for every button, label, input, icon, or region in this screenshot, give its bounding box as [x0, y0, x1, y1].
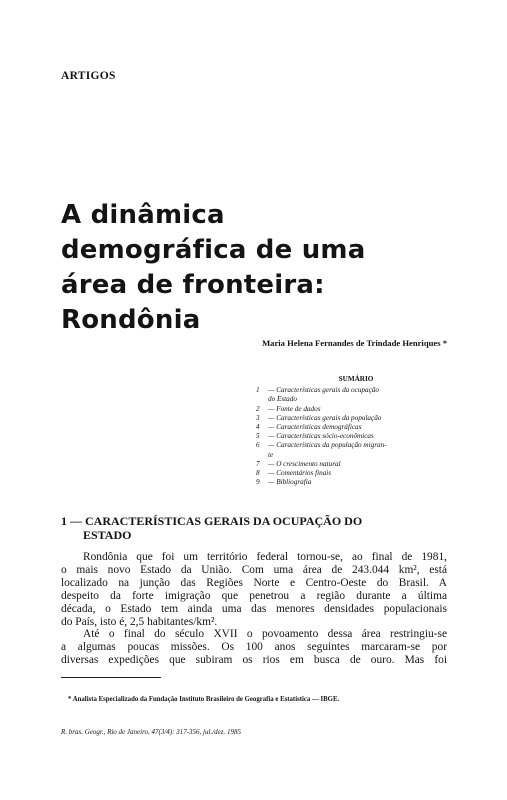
toc-text: do Estado [268, 395, 297, 404]
toc-item [256, 405, 446, 414]
author-name: Maria Helena Fernandes de Trindade Henriques * [262, 338, 447, 348]
toc-text: — Comentários finais [268, 469, 332, 478]
title-line: A dinâmica [61, 200, 225, 230]
body-line: década, o Estado tem ainda uma das menores densidades populacionais [61, 602, 447, 615]
body-line: o mais novo Estado da União. Com uma área de 243.044 km², está [61, 563, 447, 576]
toc-number: 8 [256, 469, 260, 478]
body-line: Rondônia que foi um território federal tornou-se, ao final de 1981, [83, 551, 447, 563]
toc-number: 5 [256, 432, 260, 441]
section-heading-line: 1 — CARACTERÍSTICAS GERAIS DA OCUPAÇÃO DO [61, 514, 363, 528]
toc-item [256, 441, 446, 450]
toc-item [256, 423, 446, 432]
body-line: localizado na junção das Regiões Norte e Centro-Oeste do Brasil. A [61, 576, 447, 589]
section-label: ARTIGOS [61, 70, 116, 82]
toc-item [256, 395, 446, 404]
toc-text: — Características gerais da população [268, 413, 382, 422]
toc-number: 1 [256, 386, 260, 395]
section-heading [61, 514, 421, 542]
footnote: * Analista Especializado da Fundação Instituto Brasileiro de Geografia e Estatística — IBGE. [68, 696, 340, 703]
toc-text: te [268, 450, 274, 459]
toc-text: — Características sócio-econômicas [268, 432, 374, 441]
toc-number [256, 395, 268, 404]
article-title [61, 198, 461, 338]
toc-number: 2 [256, 404, 260, 413]
title-line: área de fronteira: [61, 270, 325, 300]
toc-number: 9 [256, 478, 260, 487]
toc-item [256, 469, 446, 478]
toc-item [256, 451, 446, 460]
toc-text: — Fonte de dados [268, 404, 321, 413]
toc-text: — Bibliografia [268, 478, 312, 487]
toc-item [256, 460, 446, 469]
title-line: demográfica de uma [61, 235, 366, 265]
toc-text: — Características gerais da ocupação [268, 386, 379, 395]
body-line: despeito da forte imigração que penetrou a região durante a última [61, 589, 447, 602]
toc-number [256, 451, 268, 460]
toc-text: — Características demográficas [268, 423, 362, 432]
toc-number: 6 [256, 441, 260, 450]
body-line: do País, isto é, 2,5 habitantes/km². [61, 615, 218, 628]
table-of-contents [256, 375, 446, 487]
toc-text: — Características da população migran- [268, 441, 387, 450]
toc-item [256, 478, 446, 487]
toc-number: 7 [256, 459, 260, 468]
toc-number: 4 [256, 423, 260, 432]
toc-item [256, 386, 446, 395]
body-line: a algumas poucas missões. Os 100 anos seguintes marcaram-se por [61, 641, 447, 654]
toc-text: — O crescimento natural [268, 459, 341, 468]
journal-citation: R. bras. Geogr., Rio de Janeiro, 47(3/4): 317-356, jul./dez. 1985 [61, 728, 241, 736]
toc-item [256, 414, 446, 423]
body-paragraphs [61, 551, 447, 667]
toc-number: 3 [256, 413, 260, 422]
section-heading-line: ESTADO [83, 528, 132, 542]
footnote-divider [61, 677, 161, 678]
toc-item [256, 432, 446, 441]
body-line: diversas expedições que subiram os rios em busca de ouro. Mas foi [61, 654, 447, 667]
toc-heading: SUMÁRIO [338, 375, 374, 383]
title-line: Rondônia [61, 305, 201, 335]
body-line: Até o final do século XVII o povoamento dessa área restringiu-se [83, 628, 447, 641]
